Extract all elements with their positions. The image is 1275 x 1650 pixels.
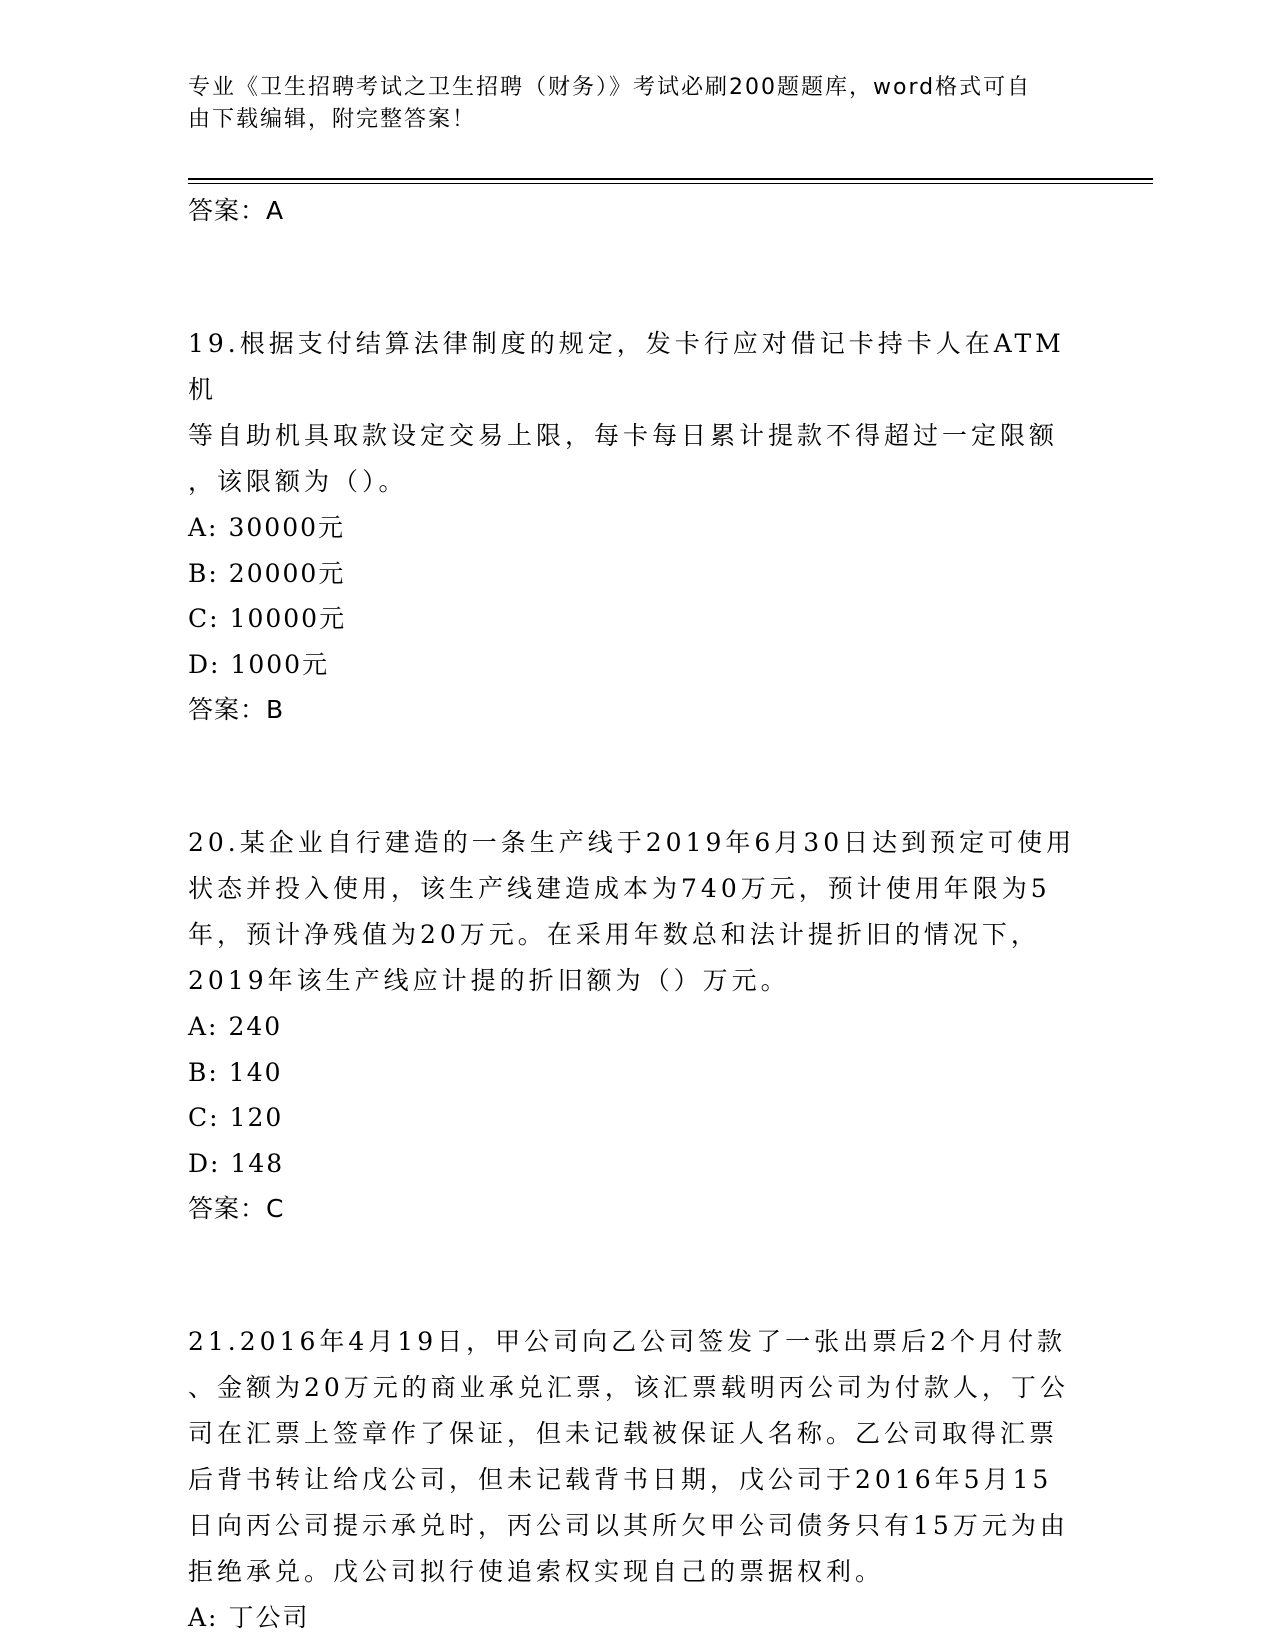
option-text: 10000元: [229, 604, 347, 633]
option-c: [188, 596, 1088, 642]
option-text: 120: [229, 1103, 284, 1132]
question-line: 日向丙公司提示承兑时，丙公司以其所欠甲公司债务只有15万元为由: [188, 1511, 1069, 1540]
option-key: B:: [188, 1057, 219, 1087]
spacer: [188, 233, 1088, 321]
previous-answer: 答案：A: [188, 196, 285, 225]
spacer: [188, 732, 1088, 820]
question-block-20: [188, 820, 1088, 1231]
option-text: 1000元: [230, 649, 330, 679]
answer-line: 答案：B: [188, 695, 285, 724]
answer-line: 答案：C: [188, 1194, 285, 1223]
document-body: [188, 188, 1088, 1641]
question-line: 状态并投入使用，该生产线建造成本为740万元，预计使用年限为5: [188, 874, 1051, 903]
question-line: 19.根据支付结算法律制度的规定，发卡行应对借记卡持卡人在ATM机: [188, 329, 1065, 404]
question-line: 等自助机具取款设定交易上限，每卡每日累计提款不得超过一定限额: [188, 421, 1059, 450]
option-d: [188, 642, 1088, 688]
question-line: 后背书转让给戊公司，但未记载背书日期，戊公司于2016年5月15: [188, 1465, 1053, 1494]
option-d: [188, 1141, 1088, 1187]
option-a: [188, 1595, 1088, 1641]
question-line: 年，预计净残值为20万元。在采用年数总和法计提折旧的情况下，: [188, 920, 1040, 949]
option-b: [188, 551, 1088, 597]
option-b: [188, 1050, 1088, 1096]
header-rule-thin: [188, 183, 1153, 184]
option-key: C:: [188, 604, 220, 633]
question-block-21: [188, 1319, 1088, 1641]
option-key: D:: [188, 1148, 221, 1178]
header-rule-thick: [188, 178, 1153, 180]
option-text: 140: [228, 1057, 283, 1087]
header-line-2: 由下载编辑，附完整答案！: [188, 107, 477, 132]
question-line: 、金额为20万元的商业承兑汇票，该汇票载明丙公司为付款人，丁公: [188, 1373, 1069, 1402]
option-text: 丁公司: [228, 1603, 310, 1632]
option-text: 20000元: [228, 558, 346, 588]
question-line: 拒绝承兑。戊公司拟行使追索权实现自己的票据权利。: [188, 1557, 885, 1586]
option-text: 148: [230, 1148, 285, 1178]
option-a: [188, 505, 1088, 551]
header-line-1: 专业《卫生招聘考试之卫生招聘（财务）》考试必刷200题题库，word格式可自: [188, 75, 1032, 100]
option-key: A:: [188, 1012, 219, 1041]
spacer: [188, 1231, 1088, 1319]
question-line: 司在汇票上签章作了保证，但未记载被保证人名称。乙公司取得汇票: [188, 1419, 1059, 1448]
option-key: A:: [188, 1603, 219, 1632]
option-key: B:: [188, 558, 219, 588]
option-key: D:: [188, 649, 221, 679]
option-key: A:: [188, 513, 219, 542]
question-line: 20.某企业自行建造的一条生产线于2019年6月30日达到预定可使用: [188, 828, 1076, 857]
question-line: ，该限额为（）。: [188, 467, 408, 496]
option-c: [188, 1095, 1088, 1141]
option-text: 30000元: [228, 513, 346, 542]
option-text: 240: [228, 1012, 283, 1041]
document-header: [188, 72, 1068, 136]
option-key: C:: [188, 1103, 220, 1132]
question-block-19: [188, 321, 1088, 732]
question-line: 2019年该生产线应计提的折旧额为（）万元。: [188, 966, 790, 995]
option-a: [188, 1004, 1088, 1050]
question-line: 21.2016年4月19日，甲公司向乙公司签发了一张出票后2个月付款: [188, 1327, 1067, 1356]
